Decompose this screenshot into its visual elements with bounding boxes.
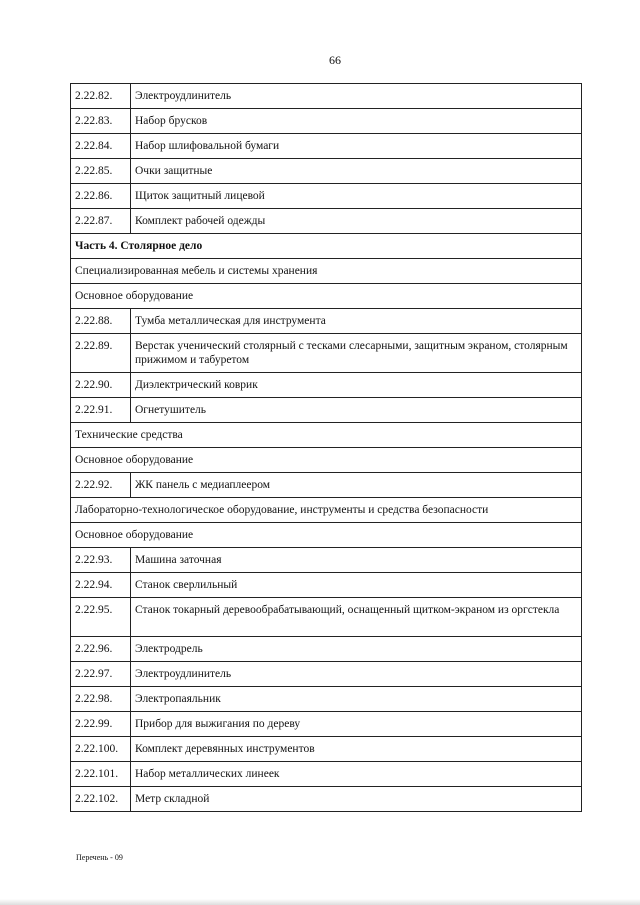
item-name: Электродрель: [131, 637, 582, 662]
table-row: [71, 762, 582, 787]
section-heading: Технические средства: [71, 423, 582, 448]
item-number: 2.22.100.: [71, 737, 131, 762]
equipment-table: [70, 83, 582, 812]
section-row: [71, 448, 582, 473]
table-row: [71, 373, 582, 398]
item-name: Электроудлинитель: [131, 662, 582, 687]
document-footer: Перечень - 09: [76, 853, 123, 862]
scan-edge: [0, 899, 640, 905]
item-name: Электроудлинитель: [131, 84, 582, 109]
item-number: 2.22.95.: [71, 598, 131, 637]
table-row: [71, 109, 582, 134]
item-number: 2.22.85.: [71, 159, 131, 184]
item-number: 2.22.92.: [71, 473, 131, 498]
table-row: [71, 573, 582, 598]
item-number: 2.22.101.: [71, 762, 131, 787]
item-number: 2.22.84.: [71, 134, 131, 159]
table-row: [71, 309, 582, 334]
item-number: 2.22.96.: [71, 637, 131, 662]
section-heading: Лабораторно-технологическое оборудование, инструменты и средства безопасности: [71, 498, 582, 523]
table-row: [71, 662, 582, 687]
item-number: 2.22.83.: [71, 109, 131, 134]
item-number: 2.22.93.: [71, 548, 131, 573]
item-number: 2.22.94.: [71, 573, 131, 598]
section-row: [71, 423, 582, 448]
section-row: [71, 498, 582, 523]
item-number: 2.22.87.: [71, 209, 131, 234]
item-name: Комплект рабочей одежды: [131, 209, 582, 234]
section-heading: Основное оборудование: [71, 523, 582, 548]
table-row: [71, 598, 582, 637]
table-row: [71, 473, 582, 498]
item-name: Диэлектрический коврик: [131, 373, 582, 398]
item-name: Набор шлифовальной бумаги: [131, 134, 582, 159]
item-name: Электропаяльник: [131, 687, 582, 712]
item-name: Щиток защитный лицевой: [131, 184, 582, 209]
item-name: Набор брусков: [131, 109, 582, 134]
item-number: 2.22.86.: [71, 184, 131, 209]
table-row: [71, 737, 582, 762]
table-row: [71, 548, 582, 573]
page-number: 66: [329, 53, 341, 67]
table-row: [71, 637, 582, 662]
table-row: [71, 159, 582, 184]
table-row: [71, 184, 582, 209]
section-heading: Специализированная мебель и системы хранения: [71, 259, 582, 284]
item-number: 2.22.82.: [71, 84, 131, 109]
section-row: [71, 284, 582, 309]
table-row: [71, 398, 582, 423]
item-name: ЖК панель с медиаплеером: [131, 473, 582, 498]
item-name: Станок сверлильный: [131, 573, 582, 598]
item-name: Тумба металлическая для инструмента: [131, 309, 582, 334]
item-name: Набор металлических линеек: [131, 762, 582, 787]
section-row: [71, 259, 582, 284]
item-number: 2.22.98.: [71, 687, 131, 712]
table-row: [71, 787, 582, 812]
table-row: [71, 712, 582, 737]
item-name: Прибор для выжигания по дереву: [131, 712, 582, 737]
table-row: [71, 687, 582, 712]
item-number: 2.22.89.: [71, 334, 131, 373]
item-name: Метр складной: [131, 787, 582, 812]
item-number: 2.22.91.: [71, 398, 131, 423]
item-name: Очки защитные: [131, 159, 582, 184]
table-row: [71, 84, 582, 109]
section-row: [71, 234, 582, 259]
section-heading: Основное оборудование: [71, 284, 582, 309]
part-heading: Часть 4. Столярное дело: [71, 234, 582, 259]
table-row: [71, 334, 582, 373]
item-name: Огнетушитель: [131, 398, 582, 423]
section-heading: Основное оборудование: [71, 448, 582, 473]
table-row: [71, 134, 582, 159]
section-row: [71, 523, 582, 548]
item-number: 2.22.88.: [71, 309, 131, 334]
item-name: Верстак ученический столярный с тесками слесарными, защитным экраном, столярным прижимом и табуретом: [131, 334, 582, 373]
item-name: Станок токарный деревообрабатывающий, оснащенный щитком-экраном из оргстекла: [131, 598, 582, 637]
item-name: Машина заточная: [131, 548, 582, 573]
table-row: [71, 209, 582, 234]
item-number: 2.22.102.: [71, 787, 131, 812]
item-number: 2.22.97.: [71, 662, 131, 687]
item-number: 2.22.90.: [71, 373, 131, 398]
item-number: 2.22.99.: [71, 712, 131, 737]
item-name: Комплект деревянных инструментов: [131, 737, 582, 762]
